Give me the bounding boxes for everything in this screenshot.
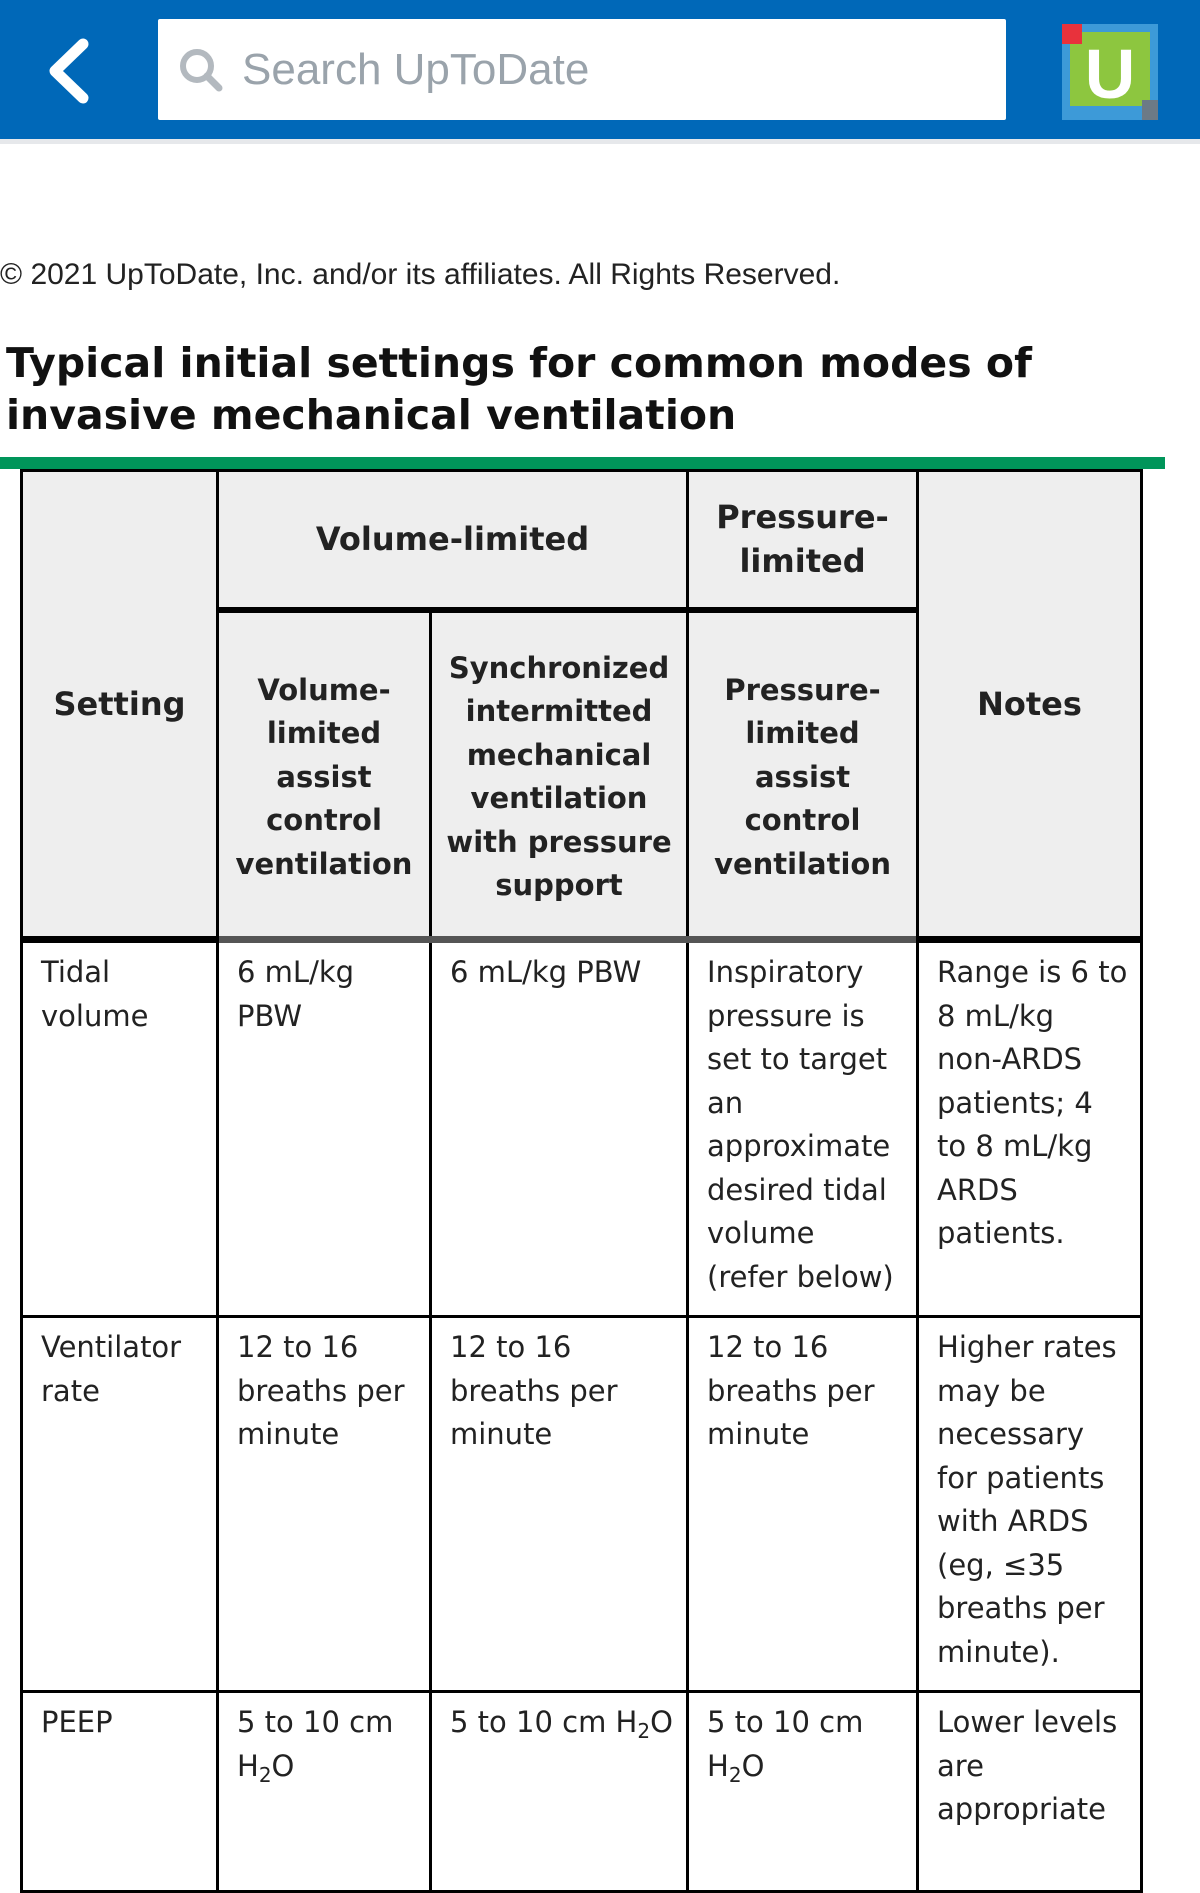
peep-value: 5 to 10 cm H (237, 1705, 394, 1783)
peep-value: 5 to 10 cm H (450, 1705, 638, 1739)
uptodate-logo[interactable] (1062, 24, 1158, 120)
top-app-bar (0, 0, 1200, 139)
header-setting: Setting (22, 471, 218, 940)
chevron-left-icon (45, 38, 91, 104)
header-pressure-limited: Pressure-limited (688, 471, 918, 610)
unit-subscript: 2 (258, 1762, 272, 1787)
unit-tail: O (741, 1748, 765, 1783)
table-row (22, 1692, 1142, 1892)
search-input[interactable] (242, 45, 982, 95)
title-divider (0, 457, 1165, 469)
peep-value: 5 to 10 cm H (707, 1705, 864, 1783)
unit-subscript: 2 (728, 1762, 742, 1787)
unit-tail: O (650, 1705, 673, 1739)
row-setting-cell: PEEP (22, 1692, 218, 1892)
row-vac-cell: 12 to 16 breaths per minute (218, 1317, 431, 1692)
header-divider (0, 139, 1200, 144)
page-title: Typical initial settings for common modes of invasive mechanical ventilation (6, 339, 1032, 439)
table-row (22, 1317, 1142, 1692)
ventilation-settings-table (20, 469, 1143, 1893)
search-icon (178, 45, 228, 95)
header-pressure-assist-control: Pressure-limited assist control ventilation (688, 610, 918, 940)
row-vac-cell: 6 mL/kg PBW (218, 940, 431, 1317)
row-notes-cell: Lower levels are appropriate (918, 1692, 1142, 1892)
header-volume-assist-control: Volume-limited assist control ventilation (218, 610, 431, 940)
unit-tail: O (271, 1748, 295, 1783)
row-notes-cell: Higher rates may be necessary for patients with ARDS (eg, ≤35 breaths per minute). (918, 1317, 1142, 1692)
table-row (22, 940, 1142, 1317)
search-box[interactable] (158, 19, 1006, 120)
row-pac-cell: Inspiratory pressure is set to target an approximate desired tidal volume (refer below) (688, 940, 918, 1317)
row-setting-cell: Tidal volume (22, 940, 218, 1317)
row-notes-cell: Range is 6 to 8 mL/kg non-ARDS patients; 4 to 8 mL/kg ARDS patients. (918, 940, 1142, 1317)
back-button[interactable] (38, 34, 98, 108)
unit-subscript: 2 (637, 1719, 651, 1743)
row-simv-cell: 12 to 16 breaths per minute (431, 1317, 688, 1692)
row-simv-cell: 6 mL/kg PBW (431, 940, 688, 1317)
header-volume-limited: Volume-limited (218, 471, 688, 610)
row-pac-cell (688, 1692, 918, 1892)
logo-letter: U (1084, 35, 1136, 113)
row-pac-cell: 12 to 16 breaths per minute (688, 1317, 918, 1692)
copyright-notice: © 2021 UpToDate, Inc. and/or its affiliates. All Rights Reserved. (0, 258, 841, 291)
row-simv-cell (431, 1692, 688, 1892)
header-simv-pressure-support: Synchronized intermitted mechanical ventilation with pressure support (431, 610, 688, 940)
row-setting-cell: Ventilator rate (22, 1317, 218, 1692)
row-vac-cell (218, 1692, 431, 1892)
header-notes: Notes (918, 471, 1142, 940)
